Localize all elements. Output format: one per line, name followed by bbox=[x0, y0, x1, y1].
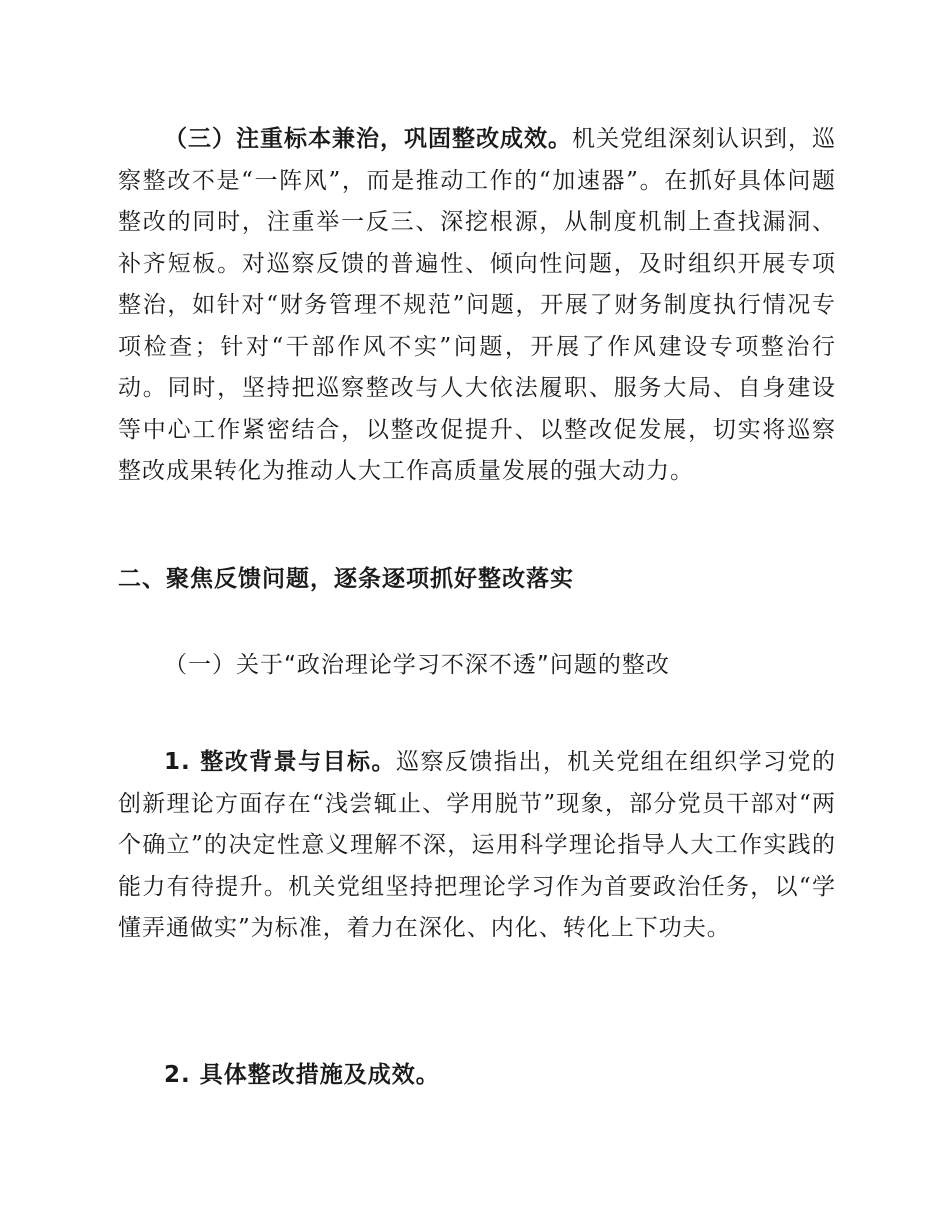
subsection-heading: （一）关于“政治理论学习不深不透”问题的整改 bbox=[164, 652, 670, 678]
paragraph-consolidate-results bbox=[118, 119, 836, 493]
section-heading: 二、聚焦反馈问题，逐条逐项抓好整改落实 bbox=[118, 566, 574, 592]
paragraph-body: 巡察反馈指出，机关党组在组织学习党的创新理论方面存在“浅尝辄止、学用脱节”现象，部分党员干部对“两个确立”的决定性意义理解不深，运用科学理论指导人大工作实践的能力有待提升。机关党组坚持把理论学习作为首要政治任务，以“学懂弄通做实”为标准，着力在深化、内化、转化上下功夫。 bbox=[118, 749, 837, 941]
paragraph-body: 机关党组深刻认识到，巡察整改不是“一阵风”，而是推动工作的“加速器”。在抓好具体问题整改的同时，注重举一反三、深挖根源，从制度机制上查找漏洞、补齐短板。对巡察反馈的普遍性、倾向性问题，及时组织开展专项整治，如针对“财务管理不规范”问题，开展了财务制度执行情况专项检查；针对“干部作风不实”问题，开展了作风建设专项整治行动。同时，坚持把巡察整改与人大依法履职、服务大局、自身建设等中心工作紧密结合，以整改促提升、以整改促发展，切实将巡察整改成果转化为推动人大工作高质量发展的强大动力。 bbox=[118, 126, 836, 484]
paragraph-background-goals bbox=[118, 742, 836, 950]
paragraph-lead: （三）注重标本兼治，巩固整改成效。 bbox=[164, 126, 572, 152]
paragraph-measures bbox=[118, 1055, 836, 1097]
paragraph-lead: 1. 整改背景与目标。 bbox=[164, 749, 396, 775]
paragraph-lead: 2. 具体整改措施及成效。 bbox=[164, 1062, 440, 1088]
